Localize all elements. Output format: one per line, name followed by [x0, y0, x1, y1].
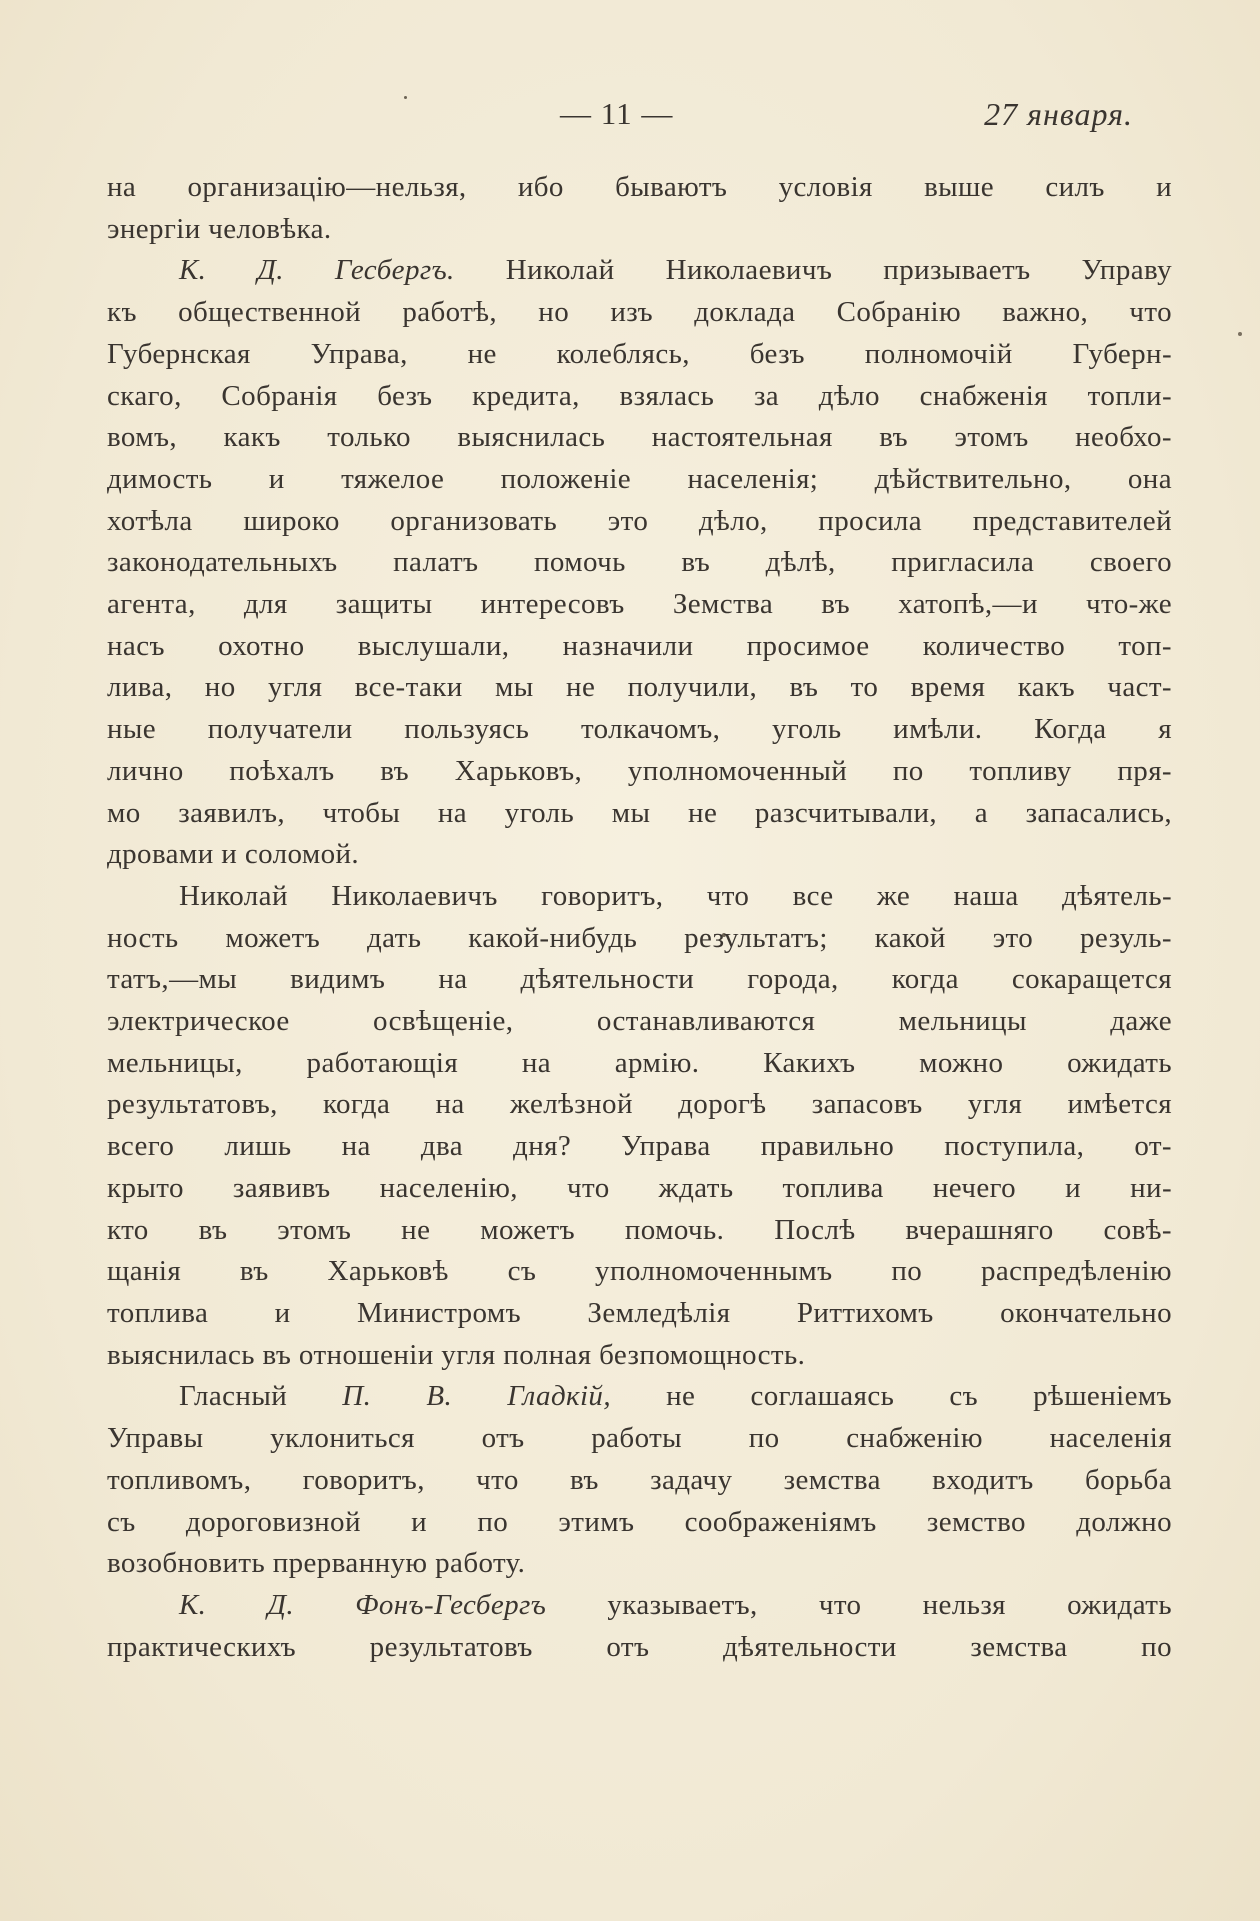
text-run: Николай Николаевичъ призываетъ Управу — [454, 254, 1172, 287]
text-line: электрическое освѣщеніе, останавливаются мельницы даже — [107, 1005, 1172, 1038]
text-line: на организацію—нельзя, ибо бываютъ условія выше силъ и — [107, 171, 1172, 203]
text-line: вомъ, какъ только выяснилась настоятельная въ этомъ необхо- — [107, 421, 1172, 454]
text-line: димость и тяжелое положеніе населенія; дѣйствительно, она — [107, 462, 1172, 495]
paragraph — [107, 876, 1172, 1376]
text-line: энергіи человѣка. — [107, 212, 332, 245]
text-line: Губернская Управа, не колеблясь, безъ полномочій Губерн- — [107, 337, 1172, 370]
text-run: указываетъ, что нельзя ожидать — [546, 1588, 1172, 1621]
text-line: насъ охотно выслушали, назначили просимое количество топ- — [107, 629, 1172, 662]
text-line: агента, для защиты интересовъ Земства въ хатопѣ,—и что-же — [107, 588, 1172, 621]
text-line — [107, 1376, 1172, 1418]
text-line: съ дороговизной и по этимъ соображеніямъ земство должно — [107, 1505, 1172, 1538]
text-line: татъ,—мы видимъ на дѣятельности города, когда сокаращется — [107, 963, 1172, 996]
text-line — [107, 250, 1172, 292]
text-line: выяснилась въ отношеніи угля полная безпомощность. — [107, 1338, 806, 1371]
text-line: лично поѣхалъ въ Харьковъ, уполномоченный по топливу пря- — [107, 754, 1172, 787]
text-run: Гласный — [179, 1380, 343, 1413]
text-line: практическихъ результатовъ отъ дѣятельности земства по — [107, 1630, 1172, 1663]
running-head: 27 января. — [984, 96, 1133, 132]
text-line: къ общественной работѣ, но изъ доклада Собранію важно, что — [107, 296, 1172, 329]
text-line: ные получатели пользуясь толкачомъ, уголь имѣли. Когда я — [107, 713, 1172, 746]
text-line: мо заявилъ, чтобы на уголь мы не разсчитывали, а запасались, — [107, 796, 1172, 829]
text-line: скаго, Собранія безъ кредита, взялась за дѣло снабженія топли- — [107, 379, 1172, 412]
speaker-name: К. Д. Фонъ-Гесбергъ — [179, 1588, 547, 1621]
text-line: всего лишь на два дня? Управа правильно поступила, от- — [107, 1130, 1172, 1163]
text-line: топлива и Министромъ Земледѣлія Риттихомъ окончательно — [107, 1296, 1172, 1329]
text-run: не соглашаясь съ рѣшеніемъ — [610, 1380, 1172, 1413]
page-number: — 11 — — [560, 96, 674, 131]
text-line: мельницы, работающія на армію. Какихъ можно ожидать — [107, 1046, 1172, 1079]
print-speck — [1238, 332, 1242, 336]
speaker-name: К. Д. Гесбергъ. — [179, 254, 455, 287]
text-line: Управы уклониться отъ работы по снабженію населенія — [107, 1422, 1172, 1455]
body-text — [107, 167, 1172, 1668]
text-line: дровами и соломой. — [107, 838, 360, 871]
text-line: крыто заявивъ населенію, что ждать топлива нечего и ни- — [107, 1171, 1172, 1204]
paragraph — [107, 167, 1172, 250]
text-line: результатовъ, когда на желѣзной дорогѣ запасовъ угля имѣется — [107, 1088, 1172, 1121]
text-line: щанія въ Харьковѣ съ уполномоченнымъ по распредѣленію — [107, 1255, 1172, 1288]
page-header — [0, 96, 1260, 142]
text-line: ность можетъ дать какой-нибудь результатъ; какой это резуль- — [107, 921, 1172, 954]
text-line: законодательныхъ палатъ помочь въ дѣлѣ, пригласила своего — [107, 546, 1172, 579]
text-line: лива, но угля все-таки мы не получили, въ то время какъ част- — [107, 671, 1172, 704]
text-line — [107, 1585, 1172, 1627]
text-line: возобновить прерванную работу. — [107, 1547, 526, 1580]
speaker-name: П. В. Гладкій, — [342, 1380, 611, 1413]
paragraph — [107, 250, 1172, 876]
paragraph — [107, 1585, 1172, 1668]
text-line: кто въ этомъ не можетъ помочь. Послѣ вчерашняго совѣ- — [107, 1213, 1172, 1246]
text-line: топливомъ, говоритъ, что въ задачу земства входитъ борьба — [107, 1463, 1172, 1496]
text-line: хотѣла широко организовать это дѣло, просила представителей — [107, 504, 1172, 537]
text-line: Николай Николаевичъ говоритъ, что все же наша дѣятель- — [179, 879, 1172, 912]
paragraph — [107, 1376, 1172, 1585]
